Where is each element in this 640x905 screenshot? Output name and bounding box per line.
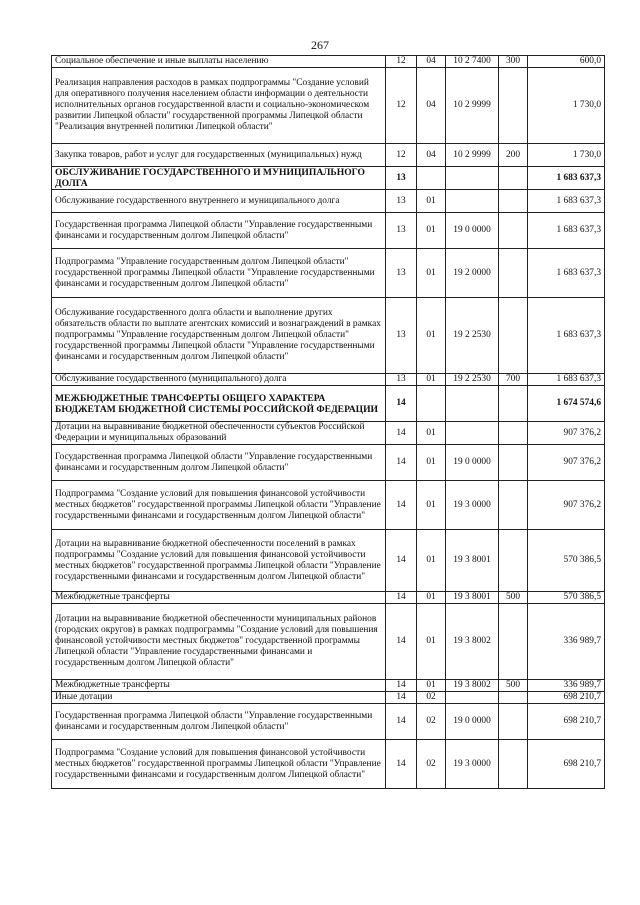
row-section-cell: 13 [386, 374, 417, 386]
row-expense-type-cell [499, 530, 528, 592]
row-name-cell: Дотации на выравнивание бюджетной обеспеченности субъектов Российской Федерации и муниципальных образований [52, 422, 386, 445]
row-section-cell: 14 [386, 386, 417, 422]
row-name-cell: Реализация направления расходов в рамках подпрограммы "Создание условий для оперативного получения населением области информации о деятельности исполнительных органов государственной власти и социально-экономическом развитии Липецкой области" государственной программы Липецкой области "Реализация внутренней политики Липецкой области" [52, 68, 386, 144]
row-section-cell: 14 [386, 445, 417, 481]
row-expense-type-cell [499, 167, 528, 190]
row-article-cell [446, 167, 499, 190]
row-expense-type-cell [499, 68, 528, 144]
row-subsection-cell: 01 [417, 592, 446, 604]
row-article-cell [446, 386, 499, 422]
row-article-cell: 19 2 2530 [446, 298, 499, 374]
row-article-cell: 19 3 8001 [446, 530, 499, 592]
row-expense-type-cell [499, 386, 528, 422]
row-name-cell: Обслуживание государственного внутреннего и муниципального долга [52, 190, 386, 213]
row-amount-cell: 1 730,0 [528, 68, 605, 144]
row-subsection-cell [417, 167, 446, 190]
row-expense-type-cell [499, 213, 528, 249]
row-article-cell: 19 2 2530 [446, 374, 499, 386]
table-row [52, 604, 605, 680]
row-name-cell: Подпрограмма "Создание условий для повышения финансовой устойчивости местных бюджетов" государственной программы Липецкой области "Управление государственными финансами и государственным долгом Липецкой области" [52, 740, 386, 789]
row-amount-cell: 570 386,5 [528, 530, 605, 592]
row-amount-cell: 1 683 637,3 [528, 213, 605, 249]
row-article-cell: 19 0 0000 [446, 213, 499, 249]
row-article-cell: 19 2 0000 [446, 249, 499, 298]
row-section-cell: 14 [386, 592, 417, 604]
row-name-cell: Государственная программа Липецкой области "Управление государственными финансами и государственным долгом Липецкой области" [52, 213, 386, 249]
row-name-cell: Подпрограмма "Создание условий для повышения финансовой устойчивости местных бюджетов" государственной программы Липецкой области "Управление государственными финансами и государственным долгом Липецкой области" [52, 481, 386, 530]
row-amount-cell: 1 683 637,3 [528, 298, 605, 374]
row-amount-cell: 570 386,5 [528, 592, 605, 604]
row-article-cell [446, 422, 499, 445]
row-subsection-cell: 01 [417, 249, 446, 298]
row-section-cell: 12 [386, 68, 417, 144]
row-name-cell: Дотации на выравнивание бюджетной обеспеченности поселений в рамках подпрограммы "Создание условий для повышения финансовой устойчивости местных бюджетов" государственной программы Липецкой области "Управление государственными финансами и государственным долгом Липецкой области" [52, 530, 386, 592]
row-amount-cell: 907 376,2 [528, 422, 605, 445]
row-amount-cell: 698 210,7 [528, 740, 605, 789]
table-row [52, 144, 605, 167]
table-row [52, 68, 605, 144]
budget-table [51, 55, 605, 789]
table-row [52, 530, 605, 592]
row-name-cell: Иные дотации [52, 692, 386, 704]
row-article-cell: 19 3 8002 [446, 604, 499, 680]
row-section-cell: 14 [386, 704, 417, 740]
table-row [52, 213, 605, 249]
table-row [52, 680, 605, 692]
row-expense-type-cell [499, 604, 528, 680]
row-subsection-cell: 04 [417, 144, 446, 167]
row-section-cell: 14 [386, 422, 417, 445]
row-section-cell: 14 [386, 740, 417, 789]
table-row [52, 249, 605, 298]
row-subsection-cell: 02 [417, 692, 446, 704]
row-expense-type-cell [499, 740, 528, 789]
row-amount-cell: 907 376,2 [528, 481, 605, 530]
row-subsection-cell: 01 [417, 213, 446, 249]
row-amount-cell: 698 210,7 [528, 704, 605, 740]
row-article-cell: 19 3 8001 [446, 592, 499, 604]
row-expense-type-cell [499, 445, 528, 481]
row-article-cell: 19 0 0000 [446, 445, 499, 481]
row-amount-cell: 1 730,0 [528, 144, 605, 167]
row-article-cell: 10 2 9999 [446, 144, 499, 167]
row-article-cell [446, 692, 499, 704]
row-section-cell: 14 [386, 481, 417, 530]
row-amount-cell: 336 989,7 [528, 604, 605, 680]
table-row [52, 167, 605, 190]
row-section-cell: 14 [386, 604, 417, 680]
row-amount-cell: 1 674 574,6 [528, 386, 605, 422]
table-row [52, 190, 605, 213]
row-subsection-cell: 01 [417, 374, 446, 386]
row-section-cell: 12 [386, 144, 417, 167]
row-article-cell: 10 2 9999 [446, 68, 499, 144]
row-amount-cell: 1 683 637,3 [528, 374, 605, 386]
table-row [52, 298, 605, 374]
row-section-cell: 13 [386, 190, 417, 213]
row-section-cell: 14 [386, 530, 417, 592]
row-name-cell: МЕЖБЮДЖЕТНЫЕ ТРАНСФЕРТЫ ОБЩЕГО ХАРАКТЕРА БЮДЖЕТАМ БЮДЖЕТНОЙ СИСТЕМЫ РОССИЙСКОЙ ФЕДЕРАЦИИ [52, 386, 386, 422]
row-name-cell: Государственная программа Липецкой области "Управление государственными финансами и государственным долгом Липецкой области" [52, 704, 386, 740]
budget-table-body [52, 56, 605, 789]
row-expense-type-cell [499, 481, 528, 530]
row-amount-cell: 698 210,7 [528, 692, 605, 704]
row-section-cell: 13 [386, 167, 417, 190]
row-article-cell: 19 3 0000 [446, 740, 499, 789]
row-subsection-cell: 02 [417, 740, 446, 789]
row-article-cell: 19 0 0000 [446, 704, 499, 740]
row-expense-type-cell: 500 [499, 592, 528, 604]
row-amount-cell: 1 683 637,3 [528, 190, 605, 213]
table-row [52, 704, 605, 740]
row-expense-type-cell: 500 [499, 680, 528, 692]
row-subsection-cell: 01 [417, 604, 446, 680]
row-expense-type-cell: 200 [499, 144, 528, 167]
row-name-cell: Дотации на выравнивание бюджетной обеспеченности муниципальных районов (городских округов) в рамках подпрограммы "Создание условий для повышения финансовой устойчивости местных бюджетов" государственной программы Липецкой области "Управление государственными финансами и государственным долгом Липецкой области" [52, 604, 386, 680]
row-amount-cell: 1 683 637,3 [528, 167, 605, 190]
table-row [52, 740, 605, 789]
row-subsection-cell: 04 [417, 68, 446, 144]
row-expense-type-cell [499, 298, 528, 374]
table-row [52, 422, 605, 445]
row-section-cell: 12 [386, 56, 417, 68]
row-section-cell: 13 [386, 249, 417, 298]
row-expense-type-cell: 700 [499, 374, 528, 386]
row-article-cell: 19 3 8002 [446, 680, 499, 692]
row-subsection-cell: 01 [417, 680, 446, 692]
row-expense-type-cell [499, 249, 528, 298]
row-article-cell: 10 2 7400 [446, 56, 499, 68]
row-section-cell: 14 [386, 692, 417, 704]
row-name-cell: Обслуживание государственного долга области и выполнение других обязательств области по выплате агентских комиссий и вознаграждений в рамках подпрограммы "Управление государственным долгом Липецкой области" государственной программы Липецкой области "Управление государственными финансами и государственным долгом Липецкой области" [52, 298, 386, 374]
table-row [52, 56, 605, 68]
table-row [52, 374, 605, 386]
row-subsection-cell: 01 [417, 298, 446, 374]
row-name-cell: Обслуживание государственного (муниципального) долга [52, 374, 386, 386]
row-subsection-cell: 02 [417, 704, 446, 740]
row-name-cell: Государственная программа Липецкой области "Управление государственными финансами и государственным долгом Липецкой области" [52, 445, 386, 481]
row-amount-cell: 600,0 [528, 56, 605, 68]
row-amount-cell: 907 376,2 [528, 445, 605, 481]
row-name-cell: Закупка товаров, работ и услуг для государственных (муниципальных) нужд [52, 144, 386, 167]
table-row [52, 481, 605, 530]
row-name-cell: Подпрограмма "Управление государственным долгом Липецкой области" государственной программы Липецкой области "Управление государственными финансами и государственным долгом Липецкой области" [52, 249, 386, 298]
table-row [52, 445, 605, 481]
row-name-cell: ОБСЛУЖИВАНИЕ ГОСУДАРСТВЕННОГО И МУНИЦИПАЛЬНОГО ДОЛГА [52, 167, 386, 190]
page-number: 267 [311, 38, 329, 52]
table-row [52, 592, 605, 604]
row-expense-type-cell [499, 422, 528, 445]
row-section-cell: 13 [386, 213, 417, 249]
table-row [52, 692, 605, 704]
row-article-cell [446, 190, 499, 213]
row-subsection-cell: 01 [417, 481, 446, 530]
row-section-cell: 14 [386, 680, 417, 692]
row-subsection-cell: 01 [417, 530, 446, 592]
row-section-cell: 13 [386, 298, 417, 374]
row-amount-cell: 336 989,7 [528, 680, 605, 692]
table-row [52, 386, 605, 422]
row-expense-type-cell [499, 190, 528, 213]
row-article-cell: 19 3 0000 [446, 481, 499, 530]
row-name-cell: Межбюджетные трансферты [52, 680, 386, 692]
row-subsection-cell [417, 386, 446, 422]
row-name-cell: Социальное обеспечение и иные выплаты населению [52, 56, 386, 68]
row-subsection-cell: 04 [417, 56, 446, 68]
row-name-cell: Межбюджетные трансферты [52, 592, 386, 604]
row-expense-type-cell [499, 704, 528, 740]
row-subsection-cell: 01 [417, 445, 446, 481]
row-amount-cell: 1 683 637,3 [528, 249, 605, 298]
row-subsection-cell: 01 [417, 190, 446, 213]
row-expense-type-cell: 300 [499, 56, 528, 68]
row-subsection-cell: 01 [417, 422, 446, 445]
row-expense-type-cell [499, 692, 528, 704]
